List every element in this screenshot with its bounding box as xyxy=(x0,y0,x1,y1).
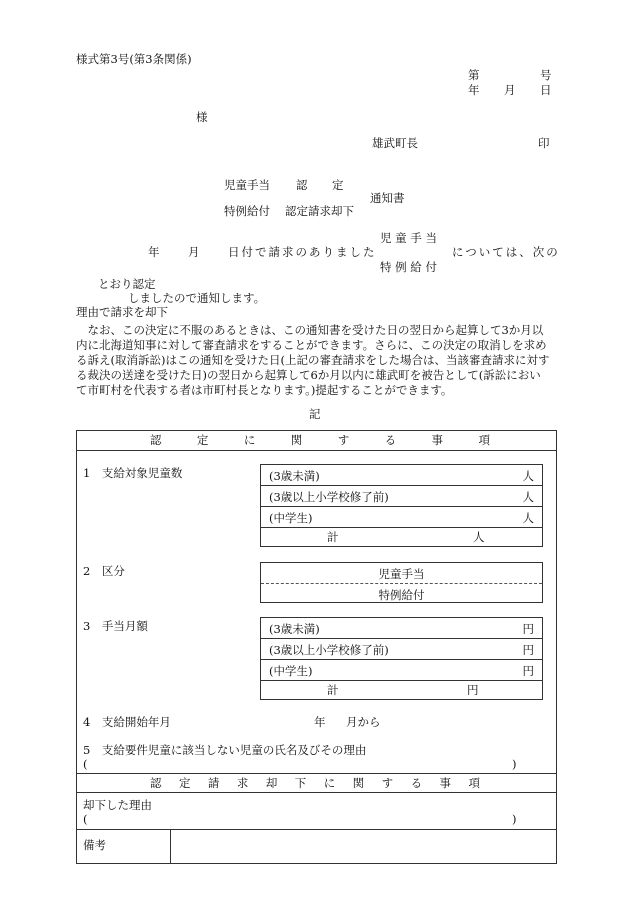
item4-from: 月から xyxy=(346,715,381,729)
item1-label: 1 支給対象児童数 xyxy=(83,466,183,480)
item5-label: 5 支給要件児童に該当しない児童の氏名及びその理由 xyxy=(83,743,367,757)
row-label: (3歳以上小学校修了前) xyxy=(269,490,389,504)
date-year: 年 xyxy=(468,83,480,97)
row-unit: 円 xyxy=(522,664,534,678)
section1-header-char: る xyxy=(384,433,397,447)
row-label: (3歳以上小学校修了前) xyxy=(269,643,389,657)
remarks-divider xyxy=(170,829,171,864)
body-after-text: については、次の xyxy=(452,245,560,259)
remarks-label: 備考 xyxy=(83,838,106,852)
row-divider xyxy=(261,638,542,639)
row-label: (中学生) xyxy=(269,511,313,525)
amount-total-label: 計 xyxy=(327,683,339,697)
notice-text: なお、この決定に不服のあるときは、この通知書を受けた日の翌日から起算して3か月以内に北海道知事に対して審査請求をすることができます。さらに、この決定の取消しを求める訴え(取消訴訟)はこの通知を受けた日(上記の審査請求をした場合は、当該審査請求に対する裁決の送達を受けた日)の翌日から起算して6か月以内に雄武町を被告として(訴訟において市町村を代表する者は市町村長となります。)提起することができます。 xyxy=(76,323,550,397)
seal-mark: 印 xyxy=(538,136,550,150)
row-unit: 円 xyxy=(522,643,534,657)
amount-total-unit: 円 xyxy=(467,683,479,697)
section2-header xyxy=(150,775,480,791)
section2-header-char: す xyxy=(381,776,394,790)
title-line3-a: 特例給付 xyxy=(224,204,270,218)
category-option-jidou: 児童手当 xyxy=(378,567,425,581)
row-divider xyxy=(261,485,542,486)
children-row-under3 xyxy=(269,468,534,484)
row-divider xyxy=(261,659,542,660)
ki-mark: 記 xyxy=(309,407,321,421)
children-count-box xyxy=(260,464,543,547)
reject-reason-label: 却下した理由 xyxy=(83,798,152,812)
reject-reason-open-paren: ( xyxy=(83,812,88,826)
category-option-tokurei: 特例給付 xyxy=(378,588,425,602)
body-top-right: 児 童 手 当 xyxy=(380,231,437,245)
row-divider xyxy=(261,527,542,528)
notice-paragraph xyxy=(76,323,552,398)
section2-header-char: 下 xyxy=(294,776,307,790)
section2-header-char: 認 xyxy=(150,776,162,790)
date-month: 月 xyxy=(504,83,516,97)
item4-label: 4 支給開始年月 xyxy=(83,715,171,729)
number-go: 号 xyxy=(540,68,552,82)
row-unit: 人 xyxy=(522,469,534,483)
row-label: (3歳未満) xyxy=(269,622,320,636)
item3-label: 3 手当月額 xyxy=(83,619,148,633)
section2-header-rule xyxy=(76,792,557,793)
form-label: 様式第3号(第3条関係) xyxy=(76,52,192,66)
section1-header-char: 定 xyxy=(196,433,209,447)
body-year: 年 xyxy=(148,245,160,259)
item5-close-paren: ) xyxy=(512,757,517,771)
section1-header-char: 関 xyxy=(290,433,303,447)
section2-header-char: に xyxy=(323,776,336,790)
section2-header-char: 求 xyxy=(236,776,249,790)
children-total-label: 計 xyxy=(327,530,339,544)
row-unit: 人 xyxy=(522,490,534,504)
section2-header-char: 項 xyxy=(468,776,480,790)
section2-header-char: 事 xyxy=(439,776,452,790)
reject-line: 理由で請求を却下 xyxy=(76,305,168,319)
approve-line: とおり認定 xyxy=(98,277,156,291)
addressee-suffix: 様 xyxy=(196,110,208,124)
row-label: (中学生) xyxy=(269,664,313,678)
category-divider xyxy=(261,583,542,584)
section2-header-char: る xyxy=(410,776,423,790)
section2-header-char: 定 xyxy=(178,776,191,790)
body-date-text: 日付で請求のありました xyxy=(228,245,377,259)
section2-header-char: 関 xyxy=(352,776,365,790)
section2-top-rule xyxy=(76,773,557,774)
date-day: 日 xyxy=(540,83,552,97)
category-box xyxy=(260,562,543,603)
item5-open-paren: ( xyxy=(83,757,88,771)
children-total-unit: 人 xyxy=(473,530,485,544)
section2-header-char: 却 xyxy=(265,776,278,790)
title-middle: 通知書 xyxy=(370,191,405,205)
section1-header-char: す xyxy=(337,433,350,447)
section1-header-char: 事 xyxy=(431,433,444,447)
body-month: 月 xyxy=(188,245,200,259)
section2-header-char: 請 xyxy=(207,776,220,790)
number-dai: 第 xyxy=(468,68,480,82)
row-unit: 円 xyxy=(522,622,534,636)
section1-header-char: 項 xyxy=(478,433,490,447)
amount-row-middle xyxy=(269,663,534,679)
row-divider xyxy=(261,680,542,681)
section1-header xyxy=(150,432,490,448)
children-row-middle xyxy=(269,510,534,526)
issuer-name: 雄武町長 xyxy=(372,136,418,150)
item2-label: 2 区分 xyxy=(83,564,125,578)
title-line1-b: 認 xyxy=(296,178,308,192)
monthly-amount-box xyxy=(260,617,543,700)
title-line3-b: 認定請求却下 xyxy=(285,204,354,218)
title-line1-c: 定 xyxy=(332,178,344,192)
section1-header-char: 認 xyxy=(150,433,162,447)
remarks-top-rule xyxy=(76,829,557,830)
row-divider xyxy=(261,506,542,507)
body-bottom-right: 特 例 給 付 xyxy=(380,260,437,274)
amount-row-elementary xyxy=(269,642,534,658)
title-line1-a: 児童手当 xyxy=(224,178,270,192)
section1-header-char: に xyxy=(243,433,256,447)
row-label: (3歳未満) xyxy=(269,469,320,483)
children-row-elementary xyxy=(269,489,534,505)
amount-row-under3 xyxy=(269,621,534,637)
row-unit: 人 xyxy=(522,511,534,525)
item4-year: 年 xyxy=(314,715,326,729)
reject-reason-close-paren: ) xyxy=(512,812,517,826)
section1-header-rule xyxy=(76,450,557,451)
notify-line: しましたので通知します。 xyxy=(128,291,266,305)
